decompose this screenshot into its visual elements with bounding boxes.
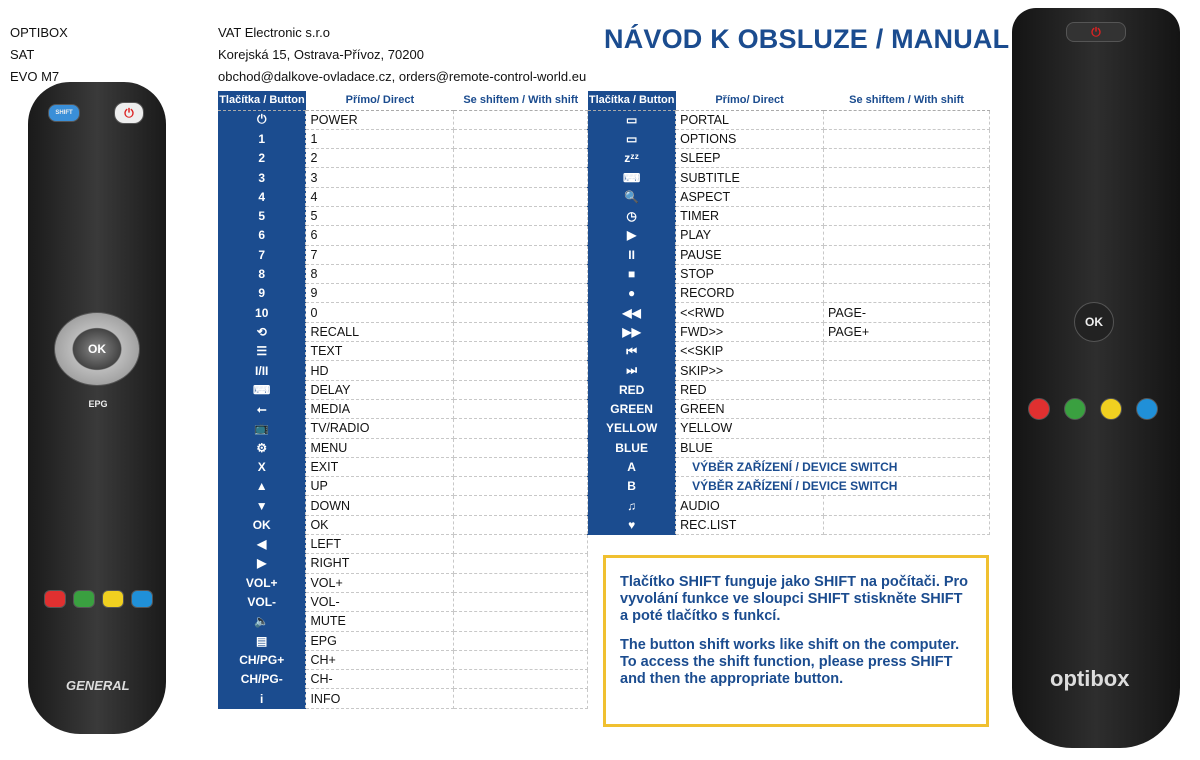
direct-function: <<SKIP — [676, 342, 824, 361]
left-remote-brand: GENERAL — [66, 678, 130, 693]
direct-function: VOL+ — [306, 573, 454, 592]
button-symbol: BLUE — [588, 438, 676, 457]
header-direct: Přímo/ Direct — [676, 91, 824, 110]
remote-ok-button: OK — [1074, 302, 1114, 342]
direct-function: MEDIA — [306, 399, 454, 418]
direct-function: EPG — [306, 631, 454, 650]
button-symbol: RED — [588, 380, 676, 399]
table-row — [218, 187, 990, 206]
button-symbol: ⚙ — [218, 438, 306, 457]
shift-function — [824, 187, 990, 206]
table-row — [218, 535, 990, 554]
shift-function — [454, 477, 588, 496]
direct-function: GREEN — [676, 399, 824, 418]
left-remote-image — [28, 82, 166, 734]
direct-function: 2 — [306, 149, 454, 168]
direct-function: SLEEP — [676, 149, 824, 168]
button-symbol: ☰ — [218, 342, 306, 361]
table-row — [218, 303, 990, 322]
button-symbol: CH/PG- — [218, 670, 306, 689]
button-symbol: ▼ — [218, 496, 306, 515]
table-row — [218, 284, 990, 303]
direct-function: YELLOW — [676, 419, 824, 438]
button-symbol: 6 — [218, 226, 306, 245]
shift-function — [454, 535, 588, 554]
button-symbol: X — [218, 457, 306, 476]
button-symbol: ▭ — [588, 110, 676, 129]
product-info — [10, 22, 68, 88]
shift-function — [454, 380, 588, 399]
direct-function: FWD>> — [676, 322, 824, 341]
direct-function: DOWN — [306, 496, 454, 515]
product-line: SAT — [10, 47, 35, 62]
shift-function — [454, 284, 588, 303]
direct-function: AUDIO — [676, 496, 824, 515]
table-row — [218, 419, 990, 438]
table-row — [218, 457, 990, 476]
shift-function — [824, 110, 990, 129]
shift-function — [454, 689, 588, 708]
shift-note — [603, 555, 989, 727]
button-symbol: ◷ — [588, 206, 676, 225]
button-symbol: 7 — [218, 245, 306, 264]
direct-function: ASPECT — [676, 187, 824, 206]
shift-function — [454, 573, 588, 592]
vendor-address: Korejská 15, Ostrava-Přívoz, 70200 — [218, 47, 424, 62]
blue-button — [131, 590, 153, 608]
table-row — [218, 438, 990, 457]
direct-function: PAUSE — [676, 245, 824, 264]
power-icon: ⏻ — [1066, 22, 1126, 42]
remote-ok-button: OK — [54, 312, 140, 386]
shift-function — [824, 515, 990, 534]
table-row — [218, 380, 990, 399]
direct-function: EXIT — [306, 457, 454, 476]
red-button — [44, 590, 66, 608]
direct-function: 1 — [306, 129, 454, 148]
shift-function — [454, 322, 588, 341]
direct-function: 0 — [306, 303, 454, 322]
vendor-info — [218, 22, 586, 88]
shift-function — [824, 399, 990, 418]
direct-function: SKIP>> — [676, 361, 824, 380]
direct-function: OPTIONS — [676, 129, 824, 148]
header-button: Tlačítka / Button — [588, 91, 676, 110]
shift-function — [454, 496, 588, 515]
button-symbol: II — [588, 245, 676, 264]
shift-function — [824, 245, 990, 264]
table-row — [218, 168, 990, 187]
shift-function — [454, 342, 588, 361]
direct-function: UP — [306, 477, 454, 496]
product-line: EVO M7 — [10, 69, 60, 84]
shift-function — [824, 380, 990, 399]
direct-function: STOP — [676, 264, 824, 283]
shift-function — [824, 284, 990, 303]
button-symbol: ● — [588, 284, 676, 303]
direct-function: 9 — [306, 284, 454, 303]
note-english: The button shift works like shift on the computer. To access the shift function, please press SHIFT and then the appropriate button. — [620, 637, 960, 687]
table-row — [218, 477, 990, 496]
direct-function: PORTAL — [676, 110, 824, 129]
button-symbol: ▶▶ — [588, 322, 676, 341]
direct-function: SUBTITLE — [676, 168, 824, 187]
table-row — [218, 129, 990, 148]
table-row — [218, 515, 990, 534]
button-symbol: ⭠ — [218, 399, 306, 418]
shift-function — [454, 303, 588, 322]
direct-function: DELAY — [306, 380, 454, 399]
shift-function — [824, 496, 990, 515]
button-symbol: zᶻᶻ — [588, 149, 676, 168]
shift-function — [824, 206, 990, 225]
button-symbol: 📺 — [218, 419, 306, 438]
button-symbol: 5 — [218, 206, 306, 225]
direct-function: CH- — [306, 670, 454, 689]
button-symbol: ⏮ — [588, 342, 676, 361]
button-symbol: ♥ — [588, 515, 676, 534]
shift-function — [454, 399, 588, 418]
green-button — [73, 590, 95, 608]
button-symbol: ⌨ — [218, 380, 306, 399]
button-symbol: ▤ — [218, 631, 306, 650]
vendor-email[interactable]: obchod@dalkove-ovladace.cz, orders@remote-control-world.eu — [218, 69, 587, 84]
vendor-name: VAT Electronic s.r.o — [218, 25, 330, 40]
table-row — [218, 226, 990, 245]
button-symbol: ■ — [588, 264, 676, 283]
button-symbol: ⟲ — [218, 322, 306, 341]
right-remote-brand: optibox — [1050, 666, 1130, 691]
shift-function — [454, 457, 588, 476]
table-row — [218, 149, 990, 168]
remote-epg-label: EPG — [88, 399, 108, 409]
button-symbol: ▲ — [218, 477, 306, 496]
shift-function — [454, 515, 588, 534]
direct-function: RECALL — [306, 322, 454, 341]
shift-function — [454, 612, 588, 631]
shift-function — [824, 264, 990, 283]
header-shift: Se shiftem / With shift — [454, 91, 588, 110]
direct-function: PLAY — [676, 226, 824, 245]
button-symbol: A — [588, 457, 676, 476]
button-symbol: 10 — [218, 303, 306, 322]
direct-function: RECORD — [676, 284, 824, 303]
button-symbol: 1 — [218, 129, 306, 148]
direct-function: RED — [676, 380, 824, 399]
shift-function — [454, 110, 588, 129]
shift-function — [454, 149, 588, 168]
shift-function — [454, 419, 588, 438]
direct-function: LEFT — [306, 535, 454, 554]
direct-function: HD — [306, 361, 454, 380]
power-icon: ⏻ — [114, 102, 144, 124]
shift-function — [824, 226, 990, 245]
button-symbol: YELLOW — [588, 419, 676, 438]
shift-function — [824, 438, 990, 457]
direct-function: 4 — [306, 187, 454, 206]
button-symbol: I/II — [218, 361, 306, 380]
table-row — [218, 342, 990, 361]
red-button — [1028, 398, 1050, 420]
direct-function: 5 — [306, 206, 454, 225]
table-row — [218, 206, 990, 225]
direct-function: TEXT — [306, 342, 454, 361]
header-shift: Se shiftem / With shift — [824, 91, 990, 110]
shift-function — [454, 129, 588, 148]
direct-function: 6 — [306, 226, 454, 245]
button-symbol: B — [588, 477, 676, 496]
shift-function — [824, 168, 990, 187]
button-symbol: ◀◀ — [588, 303, 676, 322]
button-symbol: CH/PG+ — [218, 650, 306, 669]
direct-function: 8 — [306, 264, 454, 283]
shift-function — [454, 670, 588, 689]
shift-function — [824, 149, 990, 168]
yellow-button — [1100, 398, 1122, 420]
button-symbol: 2 — [218, 149, 306, 168]
button-symbol: ▭ — [588, 129, 676, 148]
button-symbol: GREEN — [588, 399, 676, 418]
button-symbol: 8 — [218, 264, 306, 283]
shift-function — [824, 361, 990, 380]
table-row — [218, 399, 990, 418]
table-row — [218, 110, 990, 129]
header-button: Tlačítka / Button — [218, 91, 306, 110]
device-switch-function: VÝBĚR ZAŘÍZENÍ / DEVICE SWITCH — [676, 457, 990, 476]
direct-function: MENU — [306, 438, 454, 457]
shift-function — [454, 226, 588, 245]
table-row — [218, 361, 990, 380]
button-symbol: ⏭ — [588, 361, 676, 380]
shift-function: PAGE+ — [824, 322, 990, 341]
product-line: OPTIBOX — [10, 25, 68, 40]
button-symbol: 4 — [218, 187, 306, 206]
direct-function: BLUE — [676, 438, 824, 457]
shift-function — [454, 168, 588, 187]
shift-function — [454, 650, 588, 669]
button-symbol: 🔈 — [218, 612, 306, 631]
button-symbol: ◀ — [218, 535, 306, 554]
button-symbol: OK — [218, 515, 306, 534]
button-symbol: ⌨ — [588, 168, 676, 187]
shift-function — [454, 592, 588, 611]
direct-function: TIMER — [676, 206, 824, 225]
device-switch-function: VÝBĚR ZAŘÍZENÍ / DEVICE SWITCH — [676, 477, 990, 496]
shift-button: SHIFT — [48, 104, 80, 122]
button-symbol: ▶ — [588, 226, 676, 245]
shift-function — [454, 264, 588, 283]
shift-function — [824, 342, 990, 361]
green-button — [1064, 398, 1086, 420]
direct-function: MUTE — [306, 612, 454, 631]
button-symbol: 🔍 — [588, 187, 676, 206]
direct-function: 7 — [306, 245, 454, 264]
shift-function — [454, 361, 588, 380]
button-symbol: 9 — [218, 284, 306, 303]
yellow-button — [102, 590, 124, 608]
shift-function — [454, 631, 588, 650]
table-header — [218, 91, 990, 110]
direct-function: RIGHT — [306, 554, 454, 573]
direct-function: <<RWD — [676, 303, 824, 322]
shift-function — [454, 187, 588, 206]
shift-function — [454, 245, 588, 264]
direct-function: INFO — [306, 689, 454, 708]
button-symbol: ⏻ — [218, 110, 306, 129]
shift-function — [824, 129, 990, 148]
blue-button — [1136, 398, 1158, 420]
direct-function: CH+ — [306, 650, 454, 669]
page-title: NÁVOD K OBSLUZE / MANUAL — [604, 24, 1010, 54]
table-row — [218, 322, 990, 341]
direct-function: 3 — [306, 168, 454, 187]
direct-function: POWER — [306, 110, 454, 129]
shift-function — [454, 438, 588, 457]
table-row — [218, 264, 990, 283]
button-symbol: VOL- — [218, 592, 306, 611]
table-row — [218, 496, 990, 515]
shift-function — [454, 206, 588, 225]
table-row — [218, 245, 990, 264]
header-direct: Přímo/ Direct — [306, 91, 454, 110]
button-symbol: 3 — [218, 168, 306, 187]
direct-function: OK — [306, 515, 454, 534]
shift-function — [454, 554, 588, 573]
right-remote-image — [1012, 8, 1180, 748]
button-symbol: i — [218, 689, 306, 708]
direct-function: TV/RADIO — [306, 419, 454, 438]
note-czech: Tlačítko SHIFT funguje jako SHIFT na počítači. Pro vyvolání funkce ve sloupci SHIFT stiskněte SHIFT a poté tlačítko s funkcí. — [620, 574, 969, 624]
button-symbol: ▶ — [218, 554, 306, 573]
direct-function: REC.LIST — [676, 515, 824, 534]
button-symbol: VOL+ — [218, 573, 306, 592]
button-symbol: ♫ — [588, 496, 676, 515]
shift-function: PAGE- — [824, 303, 990, 322]
direct-function: VOL- — [306, 592, 454, 611]
shift-function — [824, 419, 990, 438]
